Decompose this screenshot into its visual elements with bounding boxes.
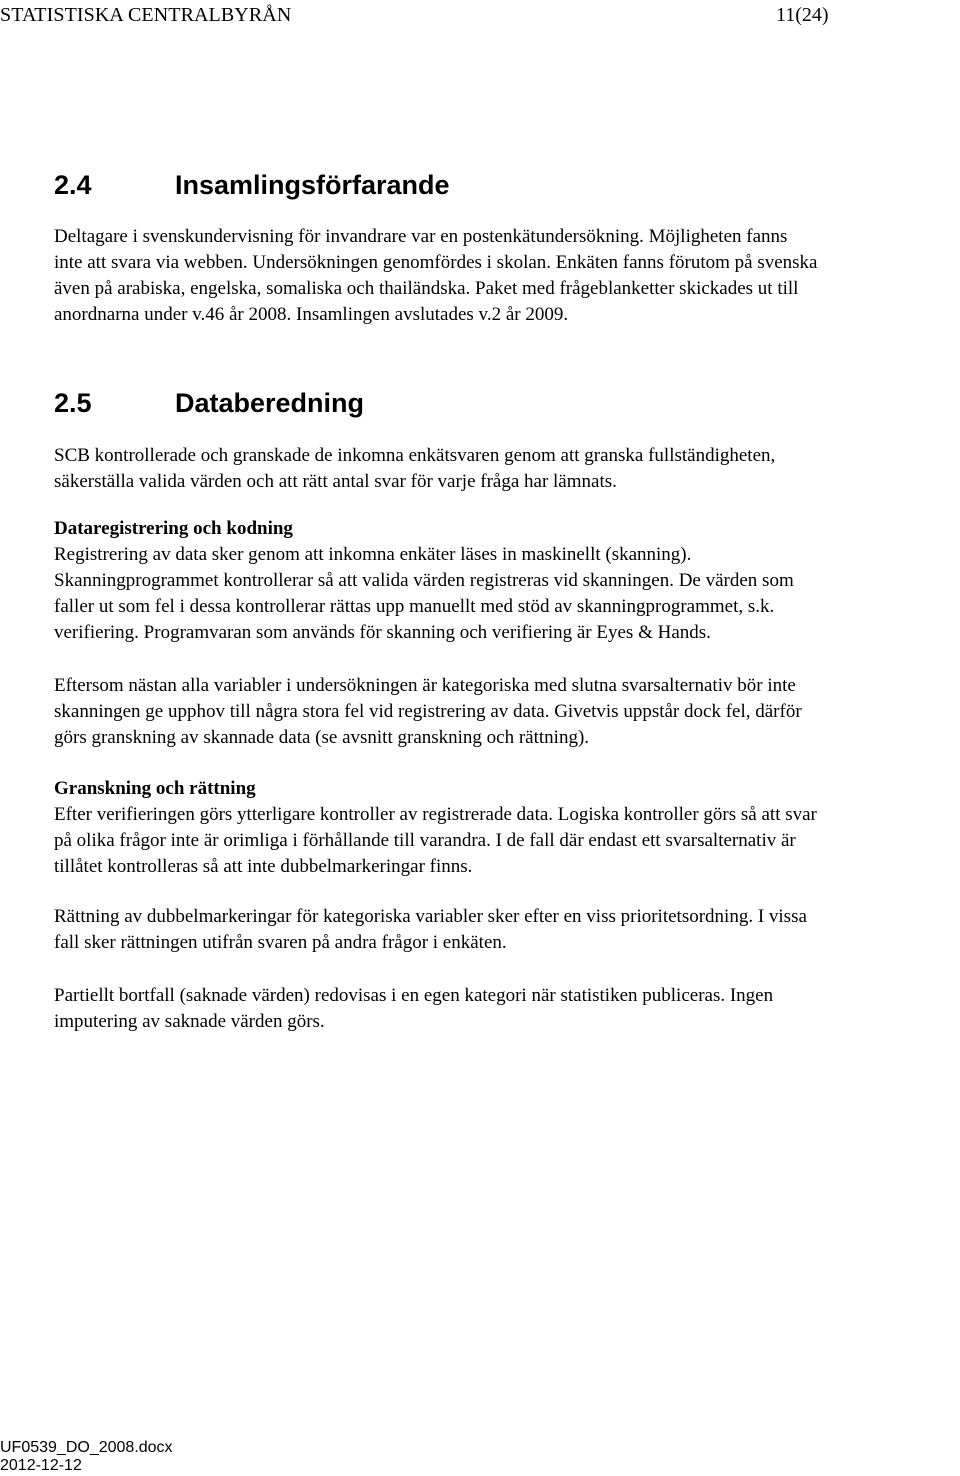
section-number: 2.5 [54, 388, 92, 418]
text-line: skanningen ge upphov till några stora fel vid registrering av data. Givetvis uppstår dock fel, därför [54, 701, 802, 722]
text-line: även på arabiska, engelska, somaliska och thailändska. Paket med frågeblanketter skickades ut till [54, 278, 799, 299]
text-line: Registrering av data sker genom att inkomna enkäter läses in maskinellt (skanning). [54, 544, 692, 565]
text-line: verifiering. Programvaran som används för skanning och verifiering är Eyes & Hands. [54, 622, 711, 643]
paragraph-partiellt-bortfall [54, 983, 960, 1035]
page-number: 11(24) [776, 4, 829, 26]
text-line: tillåtet kontrolleras så att inte dubbelmarkeringar finns. [54, 856, 473, 877]
text-line: Efter verifieringen görs ytterligare kontroller av registrerade data. Logiska kontroller görs så att svar [54, 804, 817, 825]
section-title: Insamlingsförfarande [175, 170, 450, 200]
paragraph-insamling [54, 224, 960, 328]
text-line: på olika frågor inte är orimliga i förhållande till varandra. I de fall där endast ett svarsalternativ är [54, 830, 796, 851]
subsection-heading-granskning: Granskning och rättning [54, 778, 256, 799]
text-line: Eftersom nästan alla variabler i undersökningen är kategoriska med slutna svarsalternativ bör inte [54, 675, 796, 696]
paragraph-rattning [54, 904, 960, 956]
text-line: Rättning av dubbelmarkeringar för kategoriska variabler sker efter en viss prioritetsordning. I vissa [54, 906, 807, 927]
paragraph-efter-verifieringen [54, 802, 960, 880]
text-line: SCB kontrollerade och granskade de inkomna enkätsvaren genom att granska fullständigheten, [54, 445, 776, 466]
footer-filename: UF0539_DO_2008.docx [0, 1439, 173, 1456]
text-line: görs granskning av skannade data (se avsnitt granskning och rättning). [54, 727, 590, 748]
paragraph-databeredning-intro [54, 443, 960, 495]
text-line: Deltagare i svenskundervisning för invandrare var en postenkätundersökning. Möjligheten fanns [54, 226, 788, 247]
paragraph-eftersom [54, 673, 960, 751]
subsection-heading-dataregistrering: Dataregistrering och kodning [54, 518, 293, 539]
section-title: Databeredning [175, 388, 365, 418]
section-heading-insamlingsforfarande [54, 168, 450, 202]
text-line: anordnarna under v.46 år 2008. Insamlingen avslutades v.2 år 2009. [54, 304, 569, 325]
footer-date: 2012-12-12 [0, 1457, 82, 1474]
organization-name: STATISTISKA CENTRALBYRÅN [0, 4, 292, 26]
section-heading-databeredning [54, 386, 364, 420]
text-line: Partiellt bortfall (saknade värden) redovisas i en egen kategori när statistiken publiceras. Ingen [54, 985, 774, 1006]
text-line: fall sker rättningen utifrån svaren på andra frågor i enkäten. [54, 932, 507, 953]
text-line: Skanningprogrammet kontrollerar så att valida värden registreras vid skanningen. De värden som [54, 570, 794, 591]
text-line: säkerställa valida värden och att rätt antal svar för varje fråga har lämnats. [54, 471, 617, 492]
text-line: inte att svara via webben. Undersökningen genomfördes i skolan. Enkäten fanns förutom på svenska [54, 252, 818, 273]
section-number: 2.4 [54, 170, 92, 200]
text-line: imputering av saknade värden görs. [54, 1011, 325, 1032]
text-line: faller ut som fel i dessa kontrollerar rättas upp manuellt med stöd av skanningprogrammet, s.k. [54, 596, 775, 617]
paragraph-registrering [54, 542, 960, 646]
